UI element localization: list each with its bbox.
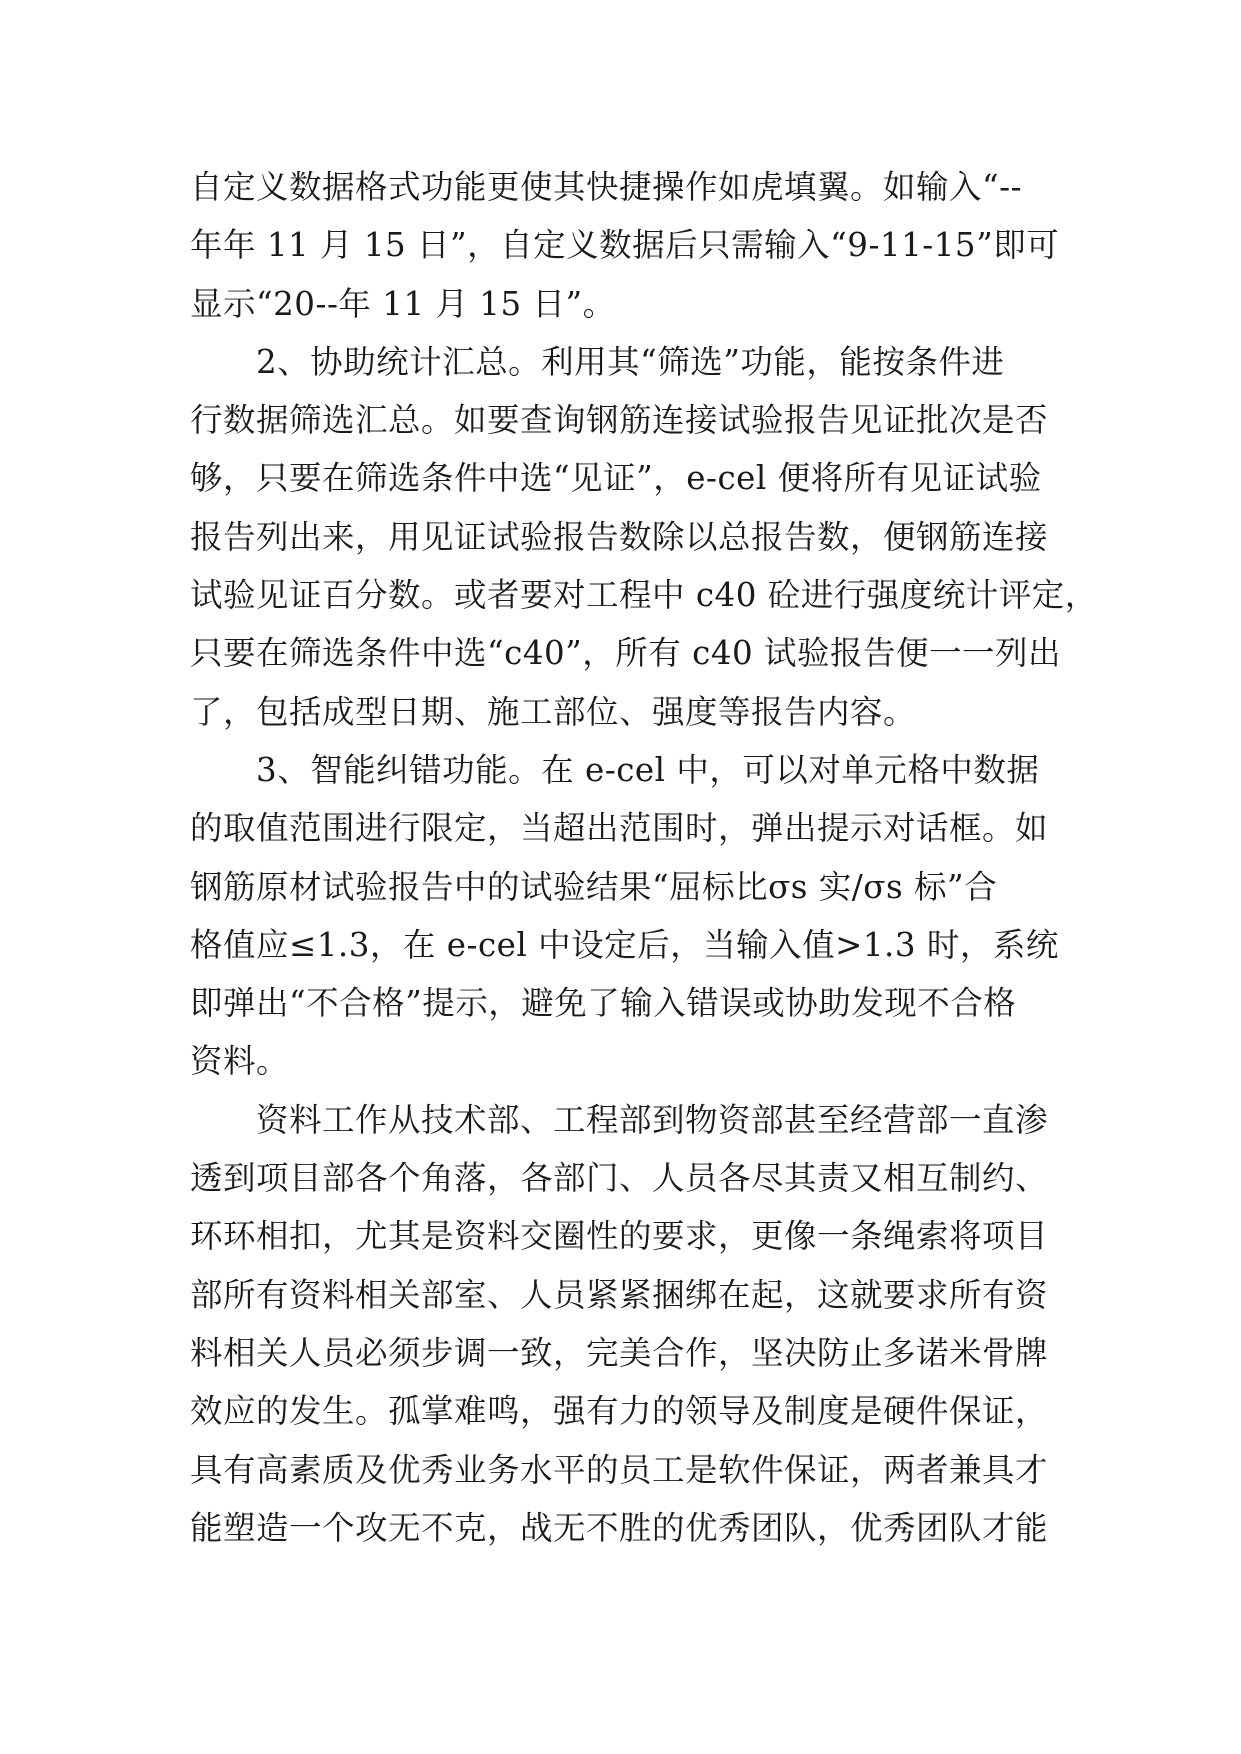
- text-line: 2、协助统计汇总。利用其“筛选”功能，能按条件进: [190, 342, 1005, 381]
- text-line: 效应的发生。孤掌难鸣，强有力的领导及制度是硬件保证，: [190, 1392, 1049, 1431]
- text-line: 即弹出“不合格”提示，避免了输入错误或协助发现不合格: [190, 984, 1017, 1023]
- text-line: 环环相扣，尤其是资料交圈性的要求，更像一条绳索将项目: [190, 1217, 1049, 1256]
- text-line: 行数据筛选汇总。如要查询钢筋连接试验报告见证批次是否: [190, 401, 1049, 440]
- text-line: 够，只要在筛选条件中选“见证”，e-cel 便将所有见证试验: [190, 459, 1042, 498]
- text-line: 部所有资料相关部室、人员紧紧捆绑在起，这就要求所有资: [190, 1275, 1049, 1314]
- text-line: 格值应≤1.3，在 e-cel 中设定后，当输入值>1.3 时，系统: [190, 925, 1059, 964]
- text-line: 显示“20--年 11 月 15 日”。: [190, 284, 616, 323]
- text-line: 能塑造一个攻无不克，战无不胜的优秀团队，优秀团队才能: [190, 1508, 1049, 1547]
- text-line: 试验见证百分数。或者要对工程中 c40 砼进行强度统计评定，: [190, 576, 1098, 615]
- text-line: 只要在筛选条件中选“c40”，所有 c40 试验报告便一一列出: [190, 634, 1062, 673]
- text-line: 报告列出来，用见证试验报告数除以总报告数，便钢筋连接: [190, 517, 1049, 556]
- text-line: 资料。: [190, 1042, 290, 1081]
- text-line: 透到项目部各个角落，各部门、人员各尽其责又相互制约、: [190, 1159, 1049, 1198]
- text-line: 了，包括成型日期、施工部位、强度等报告内容。: [190, 692, 917, 731]
- text-line: 自定义数据格式功能更使其快捷操作如虎填翼。如输入“--: [190, 168, 1023, 206]
- text-line: 资料工作从技术部、工程部到物资部甚至经营部一直渗: [190, 1100, 1049, 1139]
- text-line: 具有高素质及优秀业务水平的员工是软件保证，两者兼具才: [190, 1450, 1049, 1489]
- text-line: 料相关人员必须步调一致，完美合作，坚决防止多诺米骨牌: [190, 1333, 1049, 1372]
- text-line: 钢筋原材试验报告中的试验结果“屈标比σs 实/σs 标”合: [190, 867, 998, 906]
- text-line: 的取值范围进行限定，当超出范围时，弹出提示对话框。如: [190, 809, 1049, 848]
- body-text: [190, 158, 1098, 1557]
- text-line: 3、智能纠错功能。在 e-cel 中，可以对单元格中数据: [190, 750, 1040, 789]
- text-line: 年年 11 月 15 日”，自定义数据后只需输入“9-11-15”即可: [190, 226, 1060, 265]
